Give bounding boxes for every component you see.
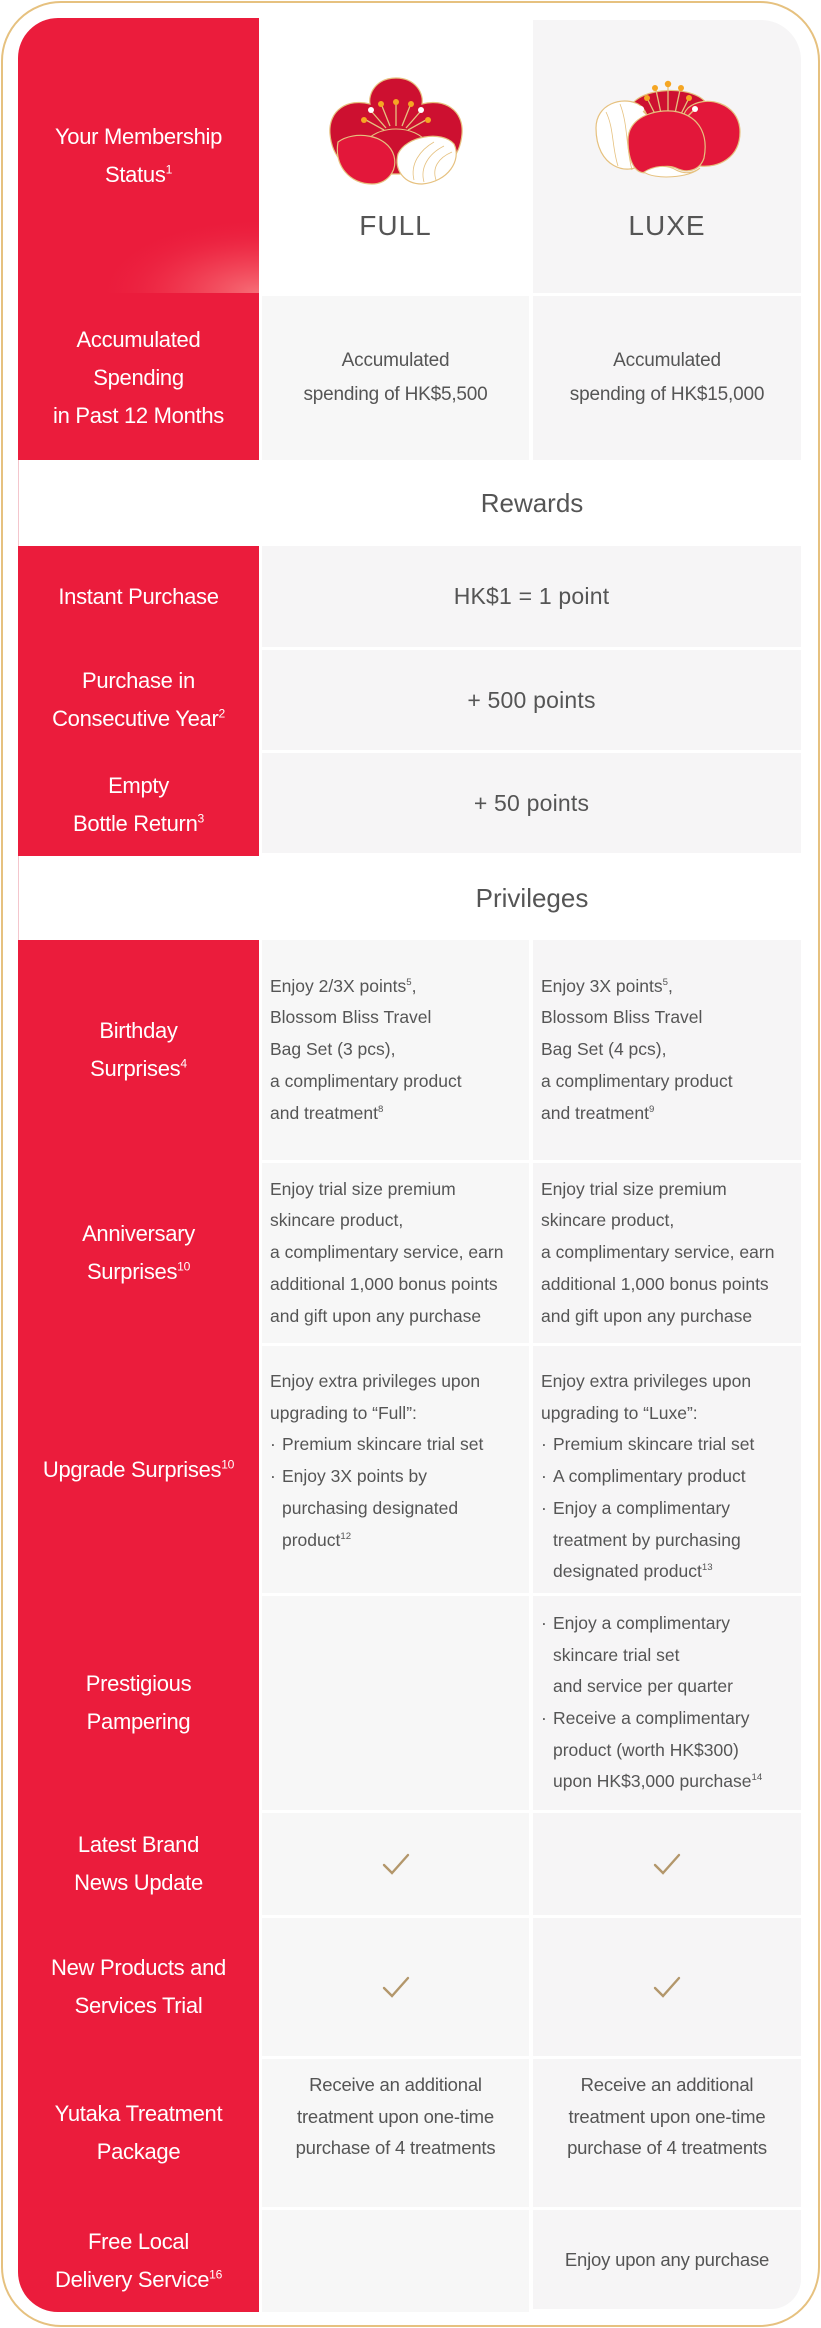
text-line: ,: [667, 975, 673, 996]
footnote-ref: 5: [406, 976, 412, 988]
bullet-item: [541, 1703, 797, 1798]
birthday-surprises-label: [18, 940, 259, 1160]
reward-value: HK$1 = 1 point: [453, 583, 610, 609]
text-line: purchase of 4 treatments: [295, 2137, 496, 2158]
text-line: treatment by purchasing: [553, 1529, 741, 1550]
label-line: Surprises: [86, 1259, 178, 1284]
upgrade-surprises-label: [18, 1346, 259, 1593]
text-line: Blossom Bliss Travel: [541, 1007, 703, 1028]
footnote-ref: 10: [177, 1259, 191, 1274]
tier-name-full: FULL: [359, 210, 432, 241]
footnote-ref: 2: [218, 706, 225, 721]
bullet-icon: ·: [541, 1466, 547, 1487]
text-line: Accumulated: [613, 350, 721, 371]
birthday-luxe: [533, 940, 801, 1160]
prestigious-full: [262, 1596, 529, 1810]
reward-value: + 50 points: [473, 789, 590, 816]
text-line: Blossom Bliss Travel: [270, 1007, 432, 1028]
yutaka-luxe: [533, 2059, 801, 2207]
text-line: product (worth HK$300): [553, 1739, 739, 1760]
text-line: Enjoy a complimentary: [553, 1497, 731, 1518]
text-line: Bag Set (4 pcs),: [541, 1039, 667, 1060]
brand-news-label: [18, 1813, 259, 1915]
text-line: skincare trial set: [553, 1644, 680, 1665]
text-line: ,: [411, 975, 417, 996]
prestigious-luxe: [533, 1596, 801, 1810]
text-line: additional 1,000 bonus points: [541, 1273, 769, 1294]
text-line: purchase of 4 treatments: [567, 2137, 767, 2158]
free-delivery-luxe: [533, 2210, 801, 2309]
footnote-ref: 1: [165, 162, 172, 177]
spending-luxe: [533, 296, 801, 460]
text-line: Enjoy upon any purchase: [564, 2248, 770, 2270]
text-line: skincare product,: [270, 1210, 404, 1231]
text-line: Receive an additional: [309, 2074, 482, 2095]
text-line: a complimentary product: [270, 1070, 462, 1091]
membership-status-line2: Status: [104, 161, 166, 187]
label-line: Bottle Return: [73, 810, 198, 836]
tier-header-full: [262, 18, 529, 293]
bullet-icon: ·: [270, 1434, 276, 1455]
products-trial-label: [18, 1918, 259, 2056]
text-line: a complimentary product: [541, 1070, 733, 1091]
free-delivery-label: [18, 2210, 259, 2312]
products-trial-luxe: [533, 1918, 801, 2056]
text-line: Enjoy 3X points: [541, 975, 663, 996]
reward-value: + 500 points: [467, 686, 596, 713]
text-line: Enjoy extra privileges upon: [541, 1371, 752, 1391]
text-line: upgrading to “Luxe”:: [541, 1402, 698, 1423]
bullet-item: [541, 1461, 797, 1493]
text-line: Enjoy a complimentary: [553, 1612, 731, 1633]
text-line: and treatment: [270, 1102, 378, 1123]
text-line: additional 1,000 bonus points: [270, 1273, 498, 1294]
bottle-return-value: [262, 753, 801, 853]
label-line: Delivery Service: [55, 2267, 210, 2292]
instant-purchase-value: [262, 546, 801, 647]
consecutive-year-value: [262, 650, 801, 750]
checkmark-icon: [652, 1852, 682, 1876]
prestigious-pampering-label: [18, 1596, 259, 1810]
bullet-item: [270, 1461, 525, 1556]
camellia-flower-full-icon: [324, 74, 468, 186]
text-line: and gift upon any purchase: [270, 1305, 482, 1326]
text-line: upgrading to “Full”:: [270, 1402, 417, 1423]
checkmark-icon: [381, 1852, 411, 1876]
footnote-ref: 8: [377, 1103, 384, 1115]
label-line: News Update: [74, 1870, 203, 1895]
privileges-section-header: [18, 856, 801, 940]
footnote-ref: 14: [751, 1772, 763, 1784]
text-line: upon HK$3,000 purchase: [553, 1771, 752, 1792]
label-line: Pampering: [86, 1709, 191, 1734]
text-line: Receive a complimentary: [553, 1708, 750, 1728]
text-line: product: [282, 1529, 341, 1550]
membership-status-line1: Your Membership: [54, 123, 223, 149]
yutaka-full: [262, 2059, 529, 2207]
free-delivery-full: [262, 2210, 529, 2312]
tier-name-luxe: LUXE: [628, 210, 706, 241]
text-line: treatment upon one-time: [297, 2105, 494, 2127]
label-line: Prestigious: [85, 1671, 192, 1696]
text-line: spending of HK$15,000: [569, 384, 765, 405]
consecutive-year-label: [18, 650, 259, 750]
label-line: Package: [96, 2139, 181, 2164]
bullet-icon: ·: [270, 1466, 276, 1487]
text-line: Enjoy trial size premium: [270, 1178, 456, 1199]
text-line: and treatment: [541, 1102, 649, 1123]
footnote-ref: 3: [197, 811, 204, 826]
text-line: designated product: [553, 1561, 702, 1582]
birthday-full: [262, 940, 529, 1160]
upgrade-luxe: [533, 1346, 801, 1593]
text-line: A complimentary product: [553, 1466, 746, 1487]
footnote-ref: 10: [221, 1457, 235, 1472]
text-line: Enjoy extra privileges upon: [270, 1371, 481, 1391]
footnote-ref: 9: [648, 1103, 655, 1115]
text-line: Enjoy trial size premium: [541, 1178, 727, 1199]
text-line: Premium skincare trial set: [553, 1434, 755, 1455]
label-line: Surprises: [90, 1056, 181, 1081]
bullet-icon: ·: [541, 1434, 547, 1455]
label-line: Latest Brand: [77, 1832, 200, 1857]
text-line: and gift upon any purchase: [541, 1305, 753, 1326]
text-line: a complimentary service, earn: [541, 1242, 775, 1263]
text-line: and service per quarter: [553, 1676, 733, 1697]
bullet-item: [270, 1429, 525, 1461]
text-line: Premium skincare trial set: [282, 1434, 484, 1455]
anniversary-full: [262, 1163, 529, 1343]
label-line: Yutaka Treatment: [54, 2101, 223, 2126]
footnote-ref: 12: [340, 1530, 352, 1542]
text-line: spending of HK$5,500: [303, 384, 488, 405]
checkmark-icon: [381, 1975, 411, 1999]
bullet-icon: ·: [541, 1612, 547, 1633]
footnote-ref: 4: [180, 1056, 187, 1071]
label-line: Anniversary: [82, 1221, 195, 1246]
text-line: Enjoy 2/3X points: [270, 975, 407, 996]
tier-header-luxe: [533, 20, 801, 293]
footnote-ref: 16: [209, 2267, 222, 2282]
label-line: Instant Purchase: [58, 583, 219, 609]
upgrade-full: [262, 1346, 529, 1593]
brand-news-full: [262, 1813, 529, 1915]
text-line: Enjoy 3X points by: [282, 1466, 427, 1487]
camellia-flower-luxe-icon: [592, 78, 744, 178]
text-line: a complimentary service, earn: [270, 1242, 504, 1263]
text-line: Bag Set (3 pcs),: [270, 1039, 396, 1060]
instant-purchase-label: [18, 546, 259, 647]
label-line: Upgrade Surprises: [42, 1456, 222, 1482]
footnote-ref: 5: [662, 976, 668, 988]
text-line: Accumulated: [341, 350, 450, 371]
bottle-return-label: [18, 753, 259, 856]
label-line: Empty: [108, 772, 169, 798]
accumulated-spending-label: [18, 296, 259, 460]
bullet-icon: ·: [541, 1497, 547, 1518]
anniversary-luxe: [533, 1163, 801, 1343]
text-line: treatment upon one-time: [568, 2105, 766, 2127]
bullet-item: [541, 1493, 797, 1588]
spending-full: [262, 296, 529, 460]
privileges-title: Privileges: [475, 882, 589, 913]
bullet-item: [541, 1429, 797, 1461]
footnote-ref: 13: [701, 1562, 713, 1574]
label-line: New Products and: [51, 1955, 226, 1980]
checkmark-icon: [652, 1975, 682, 1999]
brand-news-luxe: [533, 1813, 801, 1915]
rewards-title: Rewards: [480, 487, 584, 518]
label-line: Spending: [93, 365, 184, 390]
products-trial-full: [262, 1918, 529, 2056]
label-line: Purchase in: [82, 668, 195, 693]
yutaka-package-label: [18, 2059, 259, 2207]
label-line: Birthday: [99, 1018, 178, 1043]
label-line: Services Trial: [74, 1993, 203, 2018]
anniversary-surprises-label: [18, 1163, 259, 1343]
membership-status-label: [18, 18, 259, 293]
bullet-item: [541, 1608, 797, 1703]
label-line: in Past 12 Months: [53, 403, 224, 428]
text-line: purchasing designated: [282, 1497, 459, 1518]
text-line: skincare product,: [541, 1210, 675, 1231]
label-line: Free Local: [88, 2229, 189, 2254]
label-line: Consecutive Year: [52, 706, 219, 731]
text-line: Receive an additional: [580, 2074, 754, 2095]
label-line: Accumulated: [76, 327, 201, 352]
bullet-icon: ·: [541, 1708, 547, 1728]
rewards-section-header: [18, 460, 801, 546]
